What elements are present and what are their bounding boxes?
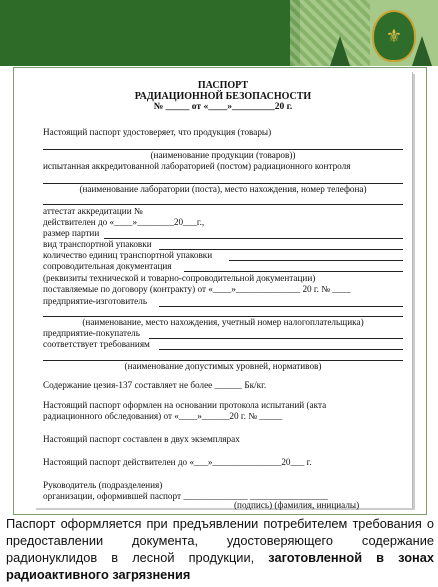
form-line: сопроводительная документация <box>43 261 172 271</box>
form-subtitle: РАДИАЦИОННОЙ БЕЗОПАСНОСТИ <box>134 91 312 102</box>
form-line: Содержание цезия-137 составляет не более ______ Бк/кг. <box>43 380 267 390</box>
form-line: Настоящий паспорт действителен до «___»_______________20___ г. <box>43 457 312 467</box>
form-hint: (реквизиты технической и товарно-сопроводительной документации) <box>43 273 316 283</box>
form-line: предприятие-покупатель <box>43 328 140 338</box>
form-title: ПАСПОРТ <box>197 80 249 91</box>
form-line: организации, оформившей паспорт ______________ _________________ <box>43 491 329 501</box>
form-hint: (подпись) (фамилия, инициалы) <box>234 500 360 510</box>
form-line: Руководитель (подразделения) <box>43 480 163 490</box>
form-line: испытанная аккредитованной лабораторией (постом) радиационного контроля <box>43 161 351 171</box>
fill-rule <box>159 306 403 307</box>
fill-rule <box>43 204 403 205</box>
form-line: Настоящий паспорт оформлен на основании протокола испытаний (акта <box>43 400 327 410</box>
form-line: Настоящий паспорт удостоверяет, что продукция (товары) <box>43 127 272 137</box>
form-line: предприятие-изготовитель <box>43 296 148 306</box>
form-line: соответствует требованиям <box>43 339 150 349</box>
caption-body: Паспорт оформляется при предъявлении потребителем требования о предоставлении документа, удостоверяющего содержание радионуклидов в лесной продукции, <box>6 516 434 565</box>
form-line: радиационного обследования) от «____»______20 г. № _____ <box>43 411 283 421</box>
caption-emphasis: заготовленной в зонах радиоактивного загрязнения <box>6 550 434 582</box>
form-hint: (наименование лаборатории (поста), место нахождения, номер телефона) <box>79 184 367 194</box>
form-hint: (наименование допустимых уровней, нормативов) <box>124 361 322 371</box>
forestry-emblem-icon: ⚜ <box>372 10 416 62</box>
form-line: действителен до «____»________20___г., <box>43 217 205 227</box>
form-line: количество единиц транспортной упаковки <box>43 250 213 260</box>
form-line: аттестат аккредитации № <box>43 206 143 216</box>
tree-icon <box>330 36 350 66</box>
form-hint: (наименование, место нахождения, учетный номер налогоплательщика) <box>82 317 364 327</box>
fill-rule <box>159 349 403 350</box>
form-line: вид транспортной упаковки <box>43 239 152 249</box>
form-number-line: № _____ от «____»_________20 г. <box>153 102 293 112</box>
caption-text <box>6 515 434 583</box>
form-hint: (наименование продукции (товаров)) <box>150 150 296 160</box>
form-line: поставляемые по договору (контракту) от «____»______________ 20 г. № ____ <box>43 284 351 294</box>
fill-rule <box>184 271 403 272</box>
form-line: размер партии <box>43 228 100 238</box>
document-frame <box>13 67 427 515</box>
form-line: Настоящий паспорт составлен в двух экземплярах <box>43 434 240 444</box>
header-banner <box>0 0 438 66</box>
passport-form <box>34 72 413 508</box>
header-green-band <box>0 0 300 66</box>
